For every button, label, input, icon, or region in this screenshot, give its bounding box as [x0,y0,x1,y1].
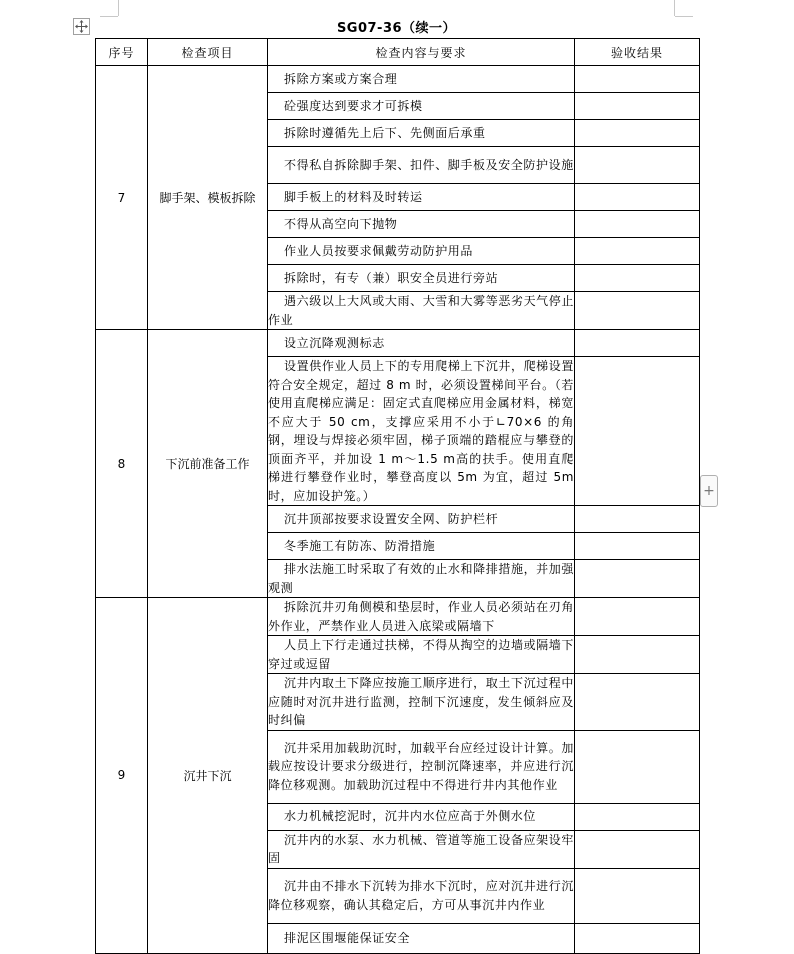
table-row [96,330,700,357]
check-item-text: 砼强度达到要求才可拆模 [268,93,575,120]
check-item-text: 不得私自拆除脚手架、扣件、脚手板及安全防护设施 [268,147,575,184]
check-item-text: 人员上下行走通过扶梯，不得从掏空的边墙或隔墙下穿过或逗留 [268,636,575,674]
check-item-text: 设置供作业人员上下的专用爬梯上下沉井，爬梯设置符合安全规定，超过 8 m 时，必须设置梯间平台。（若使用直爬梯应满足：固定式直爬梯应用金属材料，梯宽不应大于 50 cm，支撑应采用不小于∟70×6 的角钢，埋设与焊接必须牢固，梯子顶端的踏棍应与攀登的顶面齐平，并加设 1 m～1.5 m高的扶手。使用直爬梯进行攀登作业时，攀登高度以 5m 为宜，超过 5m 时，应加设护笼。） [268,357,575,506]
header-result: 验收结果 [575,39,700,66]
table-body [96,66,700,954]
result-cell[interactable] [575,330,700,357]
result-cell[interactable] [575,533,700,560]
result-cell[interactable] [575,357,700,506]
table-row [96,66,700,93]
check-item-text: 排水法施工时采取了有效的止水和降排措施，并加强观测 [268,560,575,598]
page-corner-mark [118,0,119,16]
header-item: 检查项目 [148,39,268,66]
check-item-text: 沉井由不排水下沉转为排水下沉时，应对沉井进行沉降位移观察，确认其稳定后，方可从事沉井内作业 [268,868,575,923]
result-cell[interactable] [575,560,700,598]
inspection-table [95,38,700,954]
group-name: 下沉前准备工作 [148,330,268,598]
group-name: 沉井下沉 [148,598,268,954]
page-corner-mark [674,0,675,16]
check-item-text: 遇六级以上大风或大雨、大雪和大雾等恶劣天气停止作业 [268,292,575,330]
result-cell[interactable] [575,506,700,533]
result-cell[interactable] [575,598,700,636]
group-name: 脚手架、模板拆除 [148,66,268,330]
table-move-handle-icon[interactable] [73,18,90,35]
check-item-text: 水力机械挖泥时，沉井内水位应高于外侧水位 [268,803,575,830]
check-item-text: 拆除方案或方案合理 [268,66,575,93]
table-row [96,598,700,636]
check-item-text: 脚手板上的材料及时转运 [268,184,575,211]
result-cell[interactable] [575,923,700,953]
group-number: 9 [96,598,148,954]
check-item-text: 作业人员按要求佩戴劳动防护用品 [268,238,575,265]
check-item-text: 拆除沉井刃角侧模和垫层时，作业人员必须站在刃角外作业，严禁作业人员进入底梁或隔墙下 [268,598,575,636]
group-number: 8 [96,330,148,598]
header-content: 检查内容与要求 [268,39,575,66]
check-item-text: 沉井内取土下降应按施工顺序进行，取土下沉过程中应随时对沉井进行监测，控制下沉速度，发生倾斜应及时纠偏 [268,674,575,731]
result-cell[interactable] [575,636,700,674]
result-cell[interactable] [575,868,700,923]
check-item-text: 沉井内的水泵、水力机械、管道等施工设备应架设牢固 [268,830,575,868]
result-cell[interactable] [575,184,700,211]
result-cell[interactable] [575,265,700,292]
result-cell[interactable] [575,674,700,731]
check-item-text: 设立沉降观测标志 [268,330,575,357]
table-header-row [96,39,700,66]
result-cell[interactable] [575,66,700,93]
result-cell[interactable] [575,730,700,803]
check-item-text: 不得从高空向下抛物 [268,211,575,238]
result-cell[interactable] [575,147,700,184]
check-item-text: 冬季施工有防冻、防滑措施 [268,533,575,560]
check-item-text: 沉井顶部按要求设置安全网、防护栏杆 [268,506,575,533]
check-item-text: 排泥区围堰能保证安全 [268,923,575,953]
result-cell[interactable] [575,238,700,265]
check-item-text: 沉井采用加载助沉时，加载平台应经过设计计算。加载应按设计要求分级进行，控制沉降速率，并应进行沉降位移观测。加载助沉过程中不得进行井内其他作业 [268,730,575,803]
result-cell[interactable] [575,93,700,120]
add-column-plus-icon[interactable]: + [700,475,718,507]
result-cell[interactable] [575,292,700,330]
header-no: 序号 [96,39,148,66]
group-number: 7 [96,66,148,330]
result-cell[interactable] [575,803,700,830]
document-title: SG07-36（续一） [336,21,457,36]
move-arrows-icon [75,20,88,33]
result-cell[interactable] [575,211,700,238]
check-item-text: 拆除时遵循先上后下、先侧面后承重 [268,120,575,147]
result-cell[interactable] [575,830,700,868]
check-item-text: 拆除时，有专（兼）职安全员进行旁站 [268,265,575,292]
result-cell[interactable] [575,120,700,147]
